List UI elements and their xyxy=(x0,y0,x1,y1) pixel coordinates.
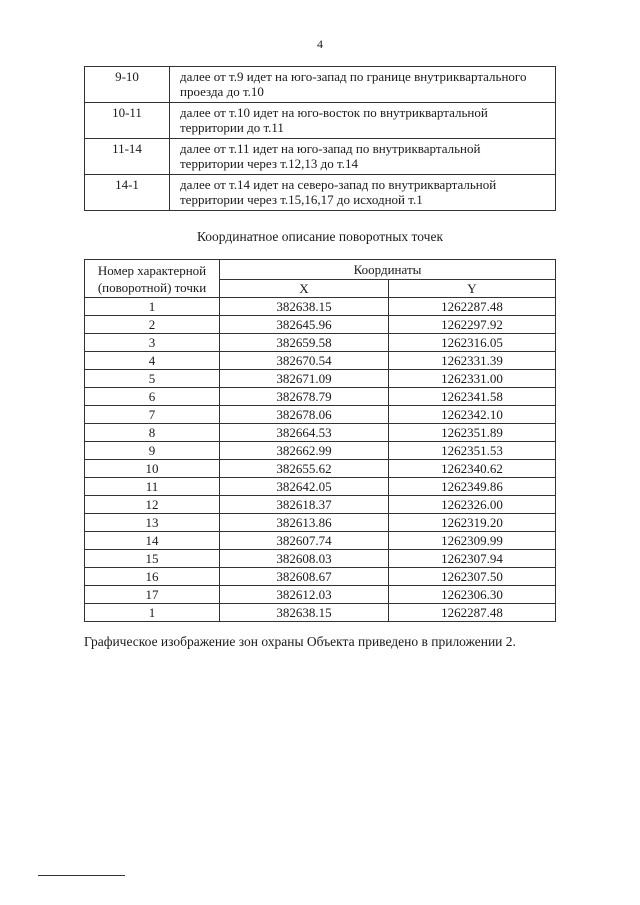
point-number-cell: 7 xyxy=(85,406,220,424)
point-number-cell: 15 xyxy=(85,550,220,568)
page-number: 4 xyxy=(317,37,323,51)
x-coordinate-cell: 382607.74 xyxy=(220,532,389,550)
x-coordinate-cell: 382638.15 xyxy=(220,604,389,622)
point-number-cell: 4 xyxy=(85,352,220,370)
table-row xyxy=(85,550,556,568)
point-number-header xyxy=(85,260,220,298)
x-coordinate-cell: 382645.96 xyxy=(220,316,389,334)
y-coordinate-cell: 1262307.50 xyxy=(389,568,556,586)
x-coordinate-cell: 382678.79 xyxy=(220,388,389,406)
x-coordinate-cell: 382662.99 xyxy=(220,442,389,460)
point-number-cell: 11 xyxy=(85,478,220,496)
point-header-line2: (поворотной) точки xyxy=(97,279,207,295)
description-line1: далее от т.10 идет на юго-восток по внутриквартальной xyxy=(180,105,488,120)
point-number-cell: 10 xyxy=(85,460,220,478)
point-header-line1: Номер характерной xyxy=(97,262,207,278)
x-coordinate-cell: 382638.15 xyxy=(220,298,389,316)
description-line1: далее от т.14 идет на северо-запад по внутриквартальной xyxy=(180,177,497,192)
y-coordinate-cell: 1262326.00 xyxy=(389,496,556,514)
x-coordinate-cell: 382659.58 xyxy=(220,334,389,352)
point-number-cell: 3 xyxy=(85,334,220,352)
x-coordinate-cell: 382664.53 xyxy=(220,424,389,442)
table-row xyxy=(85,334,556,352)
table-row xyxy=(85,175,556,211)
table-row xyxy=(85,604,556,622)
table-row xyxy=(85,568,556,586)
y-coordinate-cell: 1262319.20 xyxy=(389,514,556,532)
coordinates-header: Координаты xyxy=(220,260,556,280)
x-coordinate-cell: 382613.86 xyxy=(220,514,389,532)
point-number-cell: 16 xyxy=(85,568,220,586)
point-number-cell: 13 xyxy=(85,514,220,532)
table-row xyxy=(85,388,556,406)
x-coordinate-cell: 382608.67 xyxy=(220,568,389,586)
table-row xyxy=(85,496,556,514)
segment-description-cell xyxy=(170,139,556,175)
description-line2: территории до т.11 xyxy=(180,120,284,135)
y-coordinate-cell: 1262309.99 xyxy=(389,532,556,550)
y-coordinate-cell: 1262306.30 xyxy=(389,586,556,604)
segment-cell: 14-1 xyxy=(85,175,170,211)
appendix-reference-text: Графическое изображение зон охраны Объекта приведено в приложении 2. xyxy=(84,634,516,649)
point-number-cell: 5 xyxy=(85,370,220,388)
table-row xyxy=(85,352,556,370)
x-coordinate-cell: 382618.37 xyxy=(220,496,389,514)
y-coordinate-cell: 1262331.00 xyxy=(389,370,556,388)
x-coordinate-cell: 382655.62 xyxy=(220,460,389,478)
y-coordinate-cell: 1262349.86 xyxy=(389,478,556,496)
point-number-cell: 8 xyxy=(85,424,220,442)
table-row xyxy=(85,514,556,532)
y-coordinate-cell: 1262351.89 xyxy=(389,424,556,442)
segment-description-cell xyxy=(170,175,556,211)
y-axis-header: Y xyxy=(389,279,556,298)
y-coordinate-cell: 1262287.48 xyxy=(389,298,556,316)
y-coordinate-cell: 1262331.39 xyxy=(389,352,556,370)
table-row xyxy=(85,532,556,550)
coordinates-table xyxy=(84,259,556,622)
segment-cell: 11-14 xyxy=(85,139,170,175)
table-row xyxy=(85,370,556,388)
x-coordinate-cell: 382608.03 xyxy=(220,550,389,568)
point-number-cell: 1 xyxy=(85,298,220,316)
y-coordinate-cell: 1262342.10 xyxy=(389,406,556,424)
point-number-cell: 9 xyxy=(85,442,220,460)
x-coordinate-cell: 382670.54 xyxy=(220,352,389,370)
y-coordinate-cell: 1262316.05 xyxy=(389,334,556,352)
coordinates-section-title: Координатное описание поворотных точек xyxy=(196,229,444,244)
description-line2: территории через т.15,16,17 до исходной т.1 xyxy=(180,192,423,207)
y-coordinate-cell: 1262297.92 xyxy=(389,316,556,334)
y-coordinate-cell: 1262307.94 xyxy=(389,550,556,568)
footnote-separator xyxy=(38,875,125,876)
point-number-cell: 14 xyxy=(85,532,220,550)
point-number-cell: 6 xyxy=(85,388,220,406)
table-row xyxy=(85,442,556,460)
x-coordinate-cell: 382642.05 xyxy=(220,478,389,496)
x-coordinate-cell: 382612.03 xyxy=(220,586,389,604)
table-row xyxy=(85,460,556,478)
description-line2: территории через т.12,13 до т.14 xyxy=(180,156,358,171)
description-line1: далее от т.11 идет на юго-запад по внутриквартальной xyxy=(180,141,481,156)
segment-cell: 10-11 xyxy=(85,103,170,139)
table-row xyxy=(85,298,556,316)
table-row xyxy=(85,478,556,496)
x-coordinate-cell: 382678.06 xyxy=(220,406,389,424)
x-axis-header: X xyxy=(220,279,389,298)
description-line2: проезда до т.10 xyxy=(180,84,264,99)
table-row xyxy=(85,316,556,334)
point-number-cell: 1 xyxy=(85,604,220,622)
table-row xyxy=(85,406,556,424)
x-coordinate-cell: 382671.09 xyxy=(220,370,389,388)
table-row xyxy=(85,139,556,175)
y-coordinate-cell: 1262341.58 xyxy=(389,388,556,406)
table-row xyxy=(85,103,556,139)
point-number-cell: 17 xyxy=(85,586,220,604)
segment-description-cell xyxy=(170,103,556,139)
point-number-cell: 12 xyxy=(85,496,220,514)
y-coordinate-cell: 1262340.62 xyxy=(389,460,556,478)
segment-cell: 9-10 xyxy=(85,67,170,103)
y-coordinate-cell: 1262287.48 xyxy=(389,604,556,622)
description-line1: далее от т.9 идет на юго-запад по границе внутриквартального xyxy=(180,69,527,84)
table-row xyxy=(85,67,556,103)
y-coordinate-cell: 1262351.53 xyxy=(389,442,556,460)
route-description-table xyxy=(84,66,556,211)
table-row xyxy=(85,424,556,442)
point-number-cell: 2 xyxy=(85,316,220,334)
table-row xyxy=(85,586,556,604)
segment-description-cell xyxy=(170,67,556,103)
